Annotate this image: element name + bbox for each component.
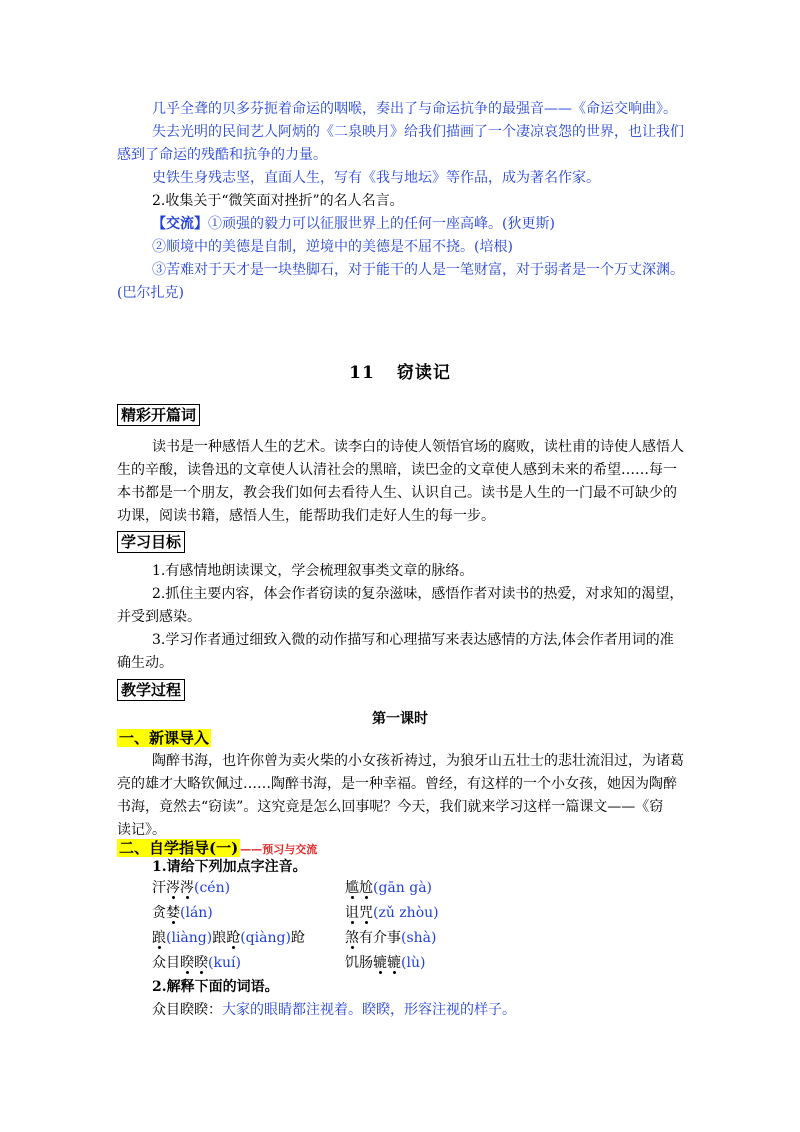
pinyin-char: 跄 [290,930,305,946]
goal-3-cont: 确生动。 [117,655,173,671]
pinyin-item [152,878,230,898]
pinyin-char-dotted: 涔 [166,880,180,896]
text-line: 本书都是一个朋友，教会我们如何去看待人生、认识自己。读书是人生的一门最不可缺少的 [117,485,677,501]
section-heading-goals: 学习目标 [117,531,185,553]
definition-line [152,1000,516,1020]
pinyin-answer: (lù) [401,955,426,971]
pinyin-char-dotted: 睽 [180,955,194,971]
quote-3-author: (巴尔扎克) [117,285,184,301]
text-line: 亮的雄才大略钦佩过……陶醉书海，是一种幸福。曾经，有这样的一个小女孩，她因为陶醉 [117,776,677,792]
pinyin-char-dotted: 踉 [152,930,166,946]
pinyin-char: 贪 [152,905,166,921]
quote-1: ①顽强的毅力可以征服世界上的任何一座高峰。(狄更斯) [208,216,555,232]
pinyin-char: 众目 [152,955,180,971]
pinyin-item [345,928,436,948]
goal-1: 1.有感情地朗读课文，学会梳理叙事类文章的脉络。 [152,563,474,579]
pinyin-char-dotted: 跄 [226,930,241,946]
lesson-title [0,358,800,383]
pinyin-item [152,953,241,973]
pinyin-answer: (zǔ zhòu) [373,905,439,921]
pinyin-char-dotted: 咒 [359,905,373,921]
part-1-heading-text: 一、新课导入 [119,729,210,747]
pinyin-char-dotted: 尴 [345,880,359,896]
text-line: 史铁生身残志坚，直面人生，写有《我与地坛》等作品，成为著名作家。 [152,170,600,186]
task-1: 1.请给下列加点字注音。 [152,859,307,875]
text-line: 功课，阅读书籍，感悟人生，能帮助我们走好人生的每一步。 [117,508,495,524]
text-line: 几乎全聋的贝多芬扼着命运的咽喉，奏出了与命运抗争的最强音——《命运交响曲》。 [152,101,677,117]
jiaoliu-line [152,214,555,234]
lesson-period: 第一课时 [372,711,428,727]
lesson-name: 窃读记 [396,363,451,383]
text-line: 生的辛酸，读鲁迅的文章使人认清社会的黑暗，读巴金的文章使人感到未来的希望……每一 [117,462,677,478]
part-2-subtitle: ——预习与交流 [240,843,318,856]
pinyin-answer: (gān gà) [373,880,433,896]
pinyin-char: 有介事 [359,930,401,946]
text-line: 读书是一种感悟人生的艺术。读李白的诗使人领悟官场的腐败，读杜甫的诗使人感悟人 [152,439,684,455]
text-line: 陶醉书海，也许你曾为卖火柴的小女孩祈祷过，为狼牙山五壮士的悲壮流泪过，为诸葛 [152,753,684,769]
pinyin-char: 踉 [212,930,227,946]
pinyin-char-dotted: 辘 [387,955,401,971]
section-heading-process: 教学过程 [117,679,185,701]
part-1-heading [117,728,211,749]
pinyin-answer: (kuí) [208,955,241,971]
text-line: 读记》。 [117,822,166,838]
text-line: 感到了命运的残酷和抗争的力量。 [117,147,327,163]
pinyin-char-dotted: 涔 [180,880,194,896]
question-2: 2.收集关于“微笑面对挫折”的名人名言。 [152,193,404,209]
pinyin-char-dotted: 诅 [345,905,359,921]
pinyin-item [345,903,439,923]
quote-3: ③苦难对于天才是一块垫脚石，对于能干的人是一笔财富，对于弱者是一个万丈深渊。 [152,262,684,278]
pinyin-char-dotted: 婪 [166,905,180,921]
pinyin-item [345,878,432,898]
goal-3: 3.学习作者通过细致入微的动作描写和心理描写来表达感情的方法,体会作者用词的准 [152,632,674,648]
pinyin-item [152,928,305,948]
pinyin-char-dotted: 辘 [373,955,387,971]
pinyin-answer: (lán) [180,905,213,921]
pinyin-char-dotted: 睽 [194,955,208,971]
section-heading-opening: 精彩开篇词 [117,404,200,426]
pinyin-answer: (liàng) [166,930,213,946]
pinyin-item [345,953,425,973]
definition-word: 众目睽睽： [152,1002,222,1018]
pinyin-answer: (cén) [194,880,231,896]
goal-2: 2.抓住主要内容，体会作者窃读的复杂滋味，感悟作者对读书的热爱，对求知的渴望， [152,586,684,602]
pinyin-char: 汗 [152,880,166,896]
pinyin-char-dotted: 尬 [359,880,373,896]
text-line: 失去光明的民间艺人阿炳的《二泉映月》给我们描画了一个凄凉哀怨的世界，也让我们 [152,124,684,140]
jiaoliu-label: 【交流】 [152,216,208,232]
lesson-number: 11 [349,363,375,383]
pinyin-char-dotted: 煞 [345,930,359,946]
pinyin-answer: (shà) [401,930,437,946]
part-2-heading-text: 二、自学指导(一) [119,839,239,857]
goal-2-cont: 并受到感染。 [117,609,201,625]
task-2: 2.解释下面的词语。 [152,979,279,995]
text-line: 书海，竟然去“窃读”。这究竟是怎么回事呢？今天，我们就来学习这样一篇课文——《窃 [117,799,664,815]
pinyin-item [152,903,213,923]
pinyin-answer: (qiàng) [240,930,291,946]
pinyin-char: 饥肠 [345,955,373,971]
quote-2: ②顺境中的美德是自制，逆境中的美德是不屈不挠。(培根) [152,239,513,255]
definition-text: 大家的眼睛都注视着。睽睽，形容注视的样子。 [222,1002,516,1018]
